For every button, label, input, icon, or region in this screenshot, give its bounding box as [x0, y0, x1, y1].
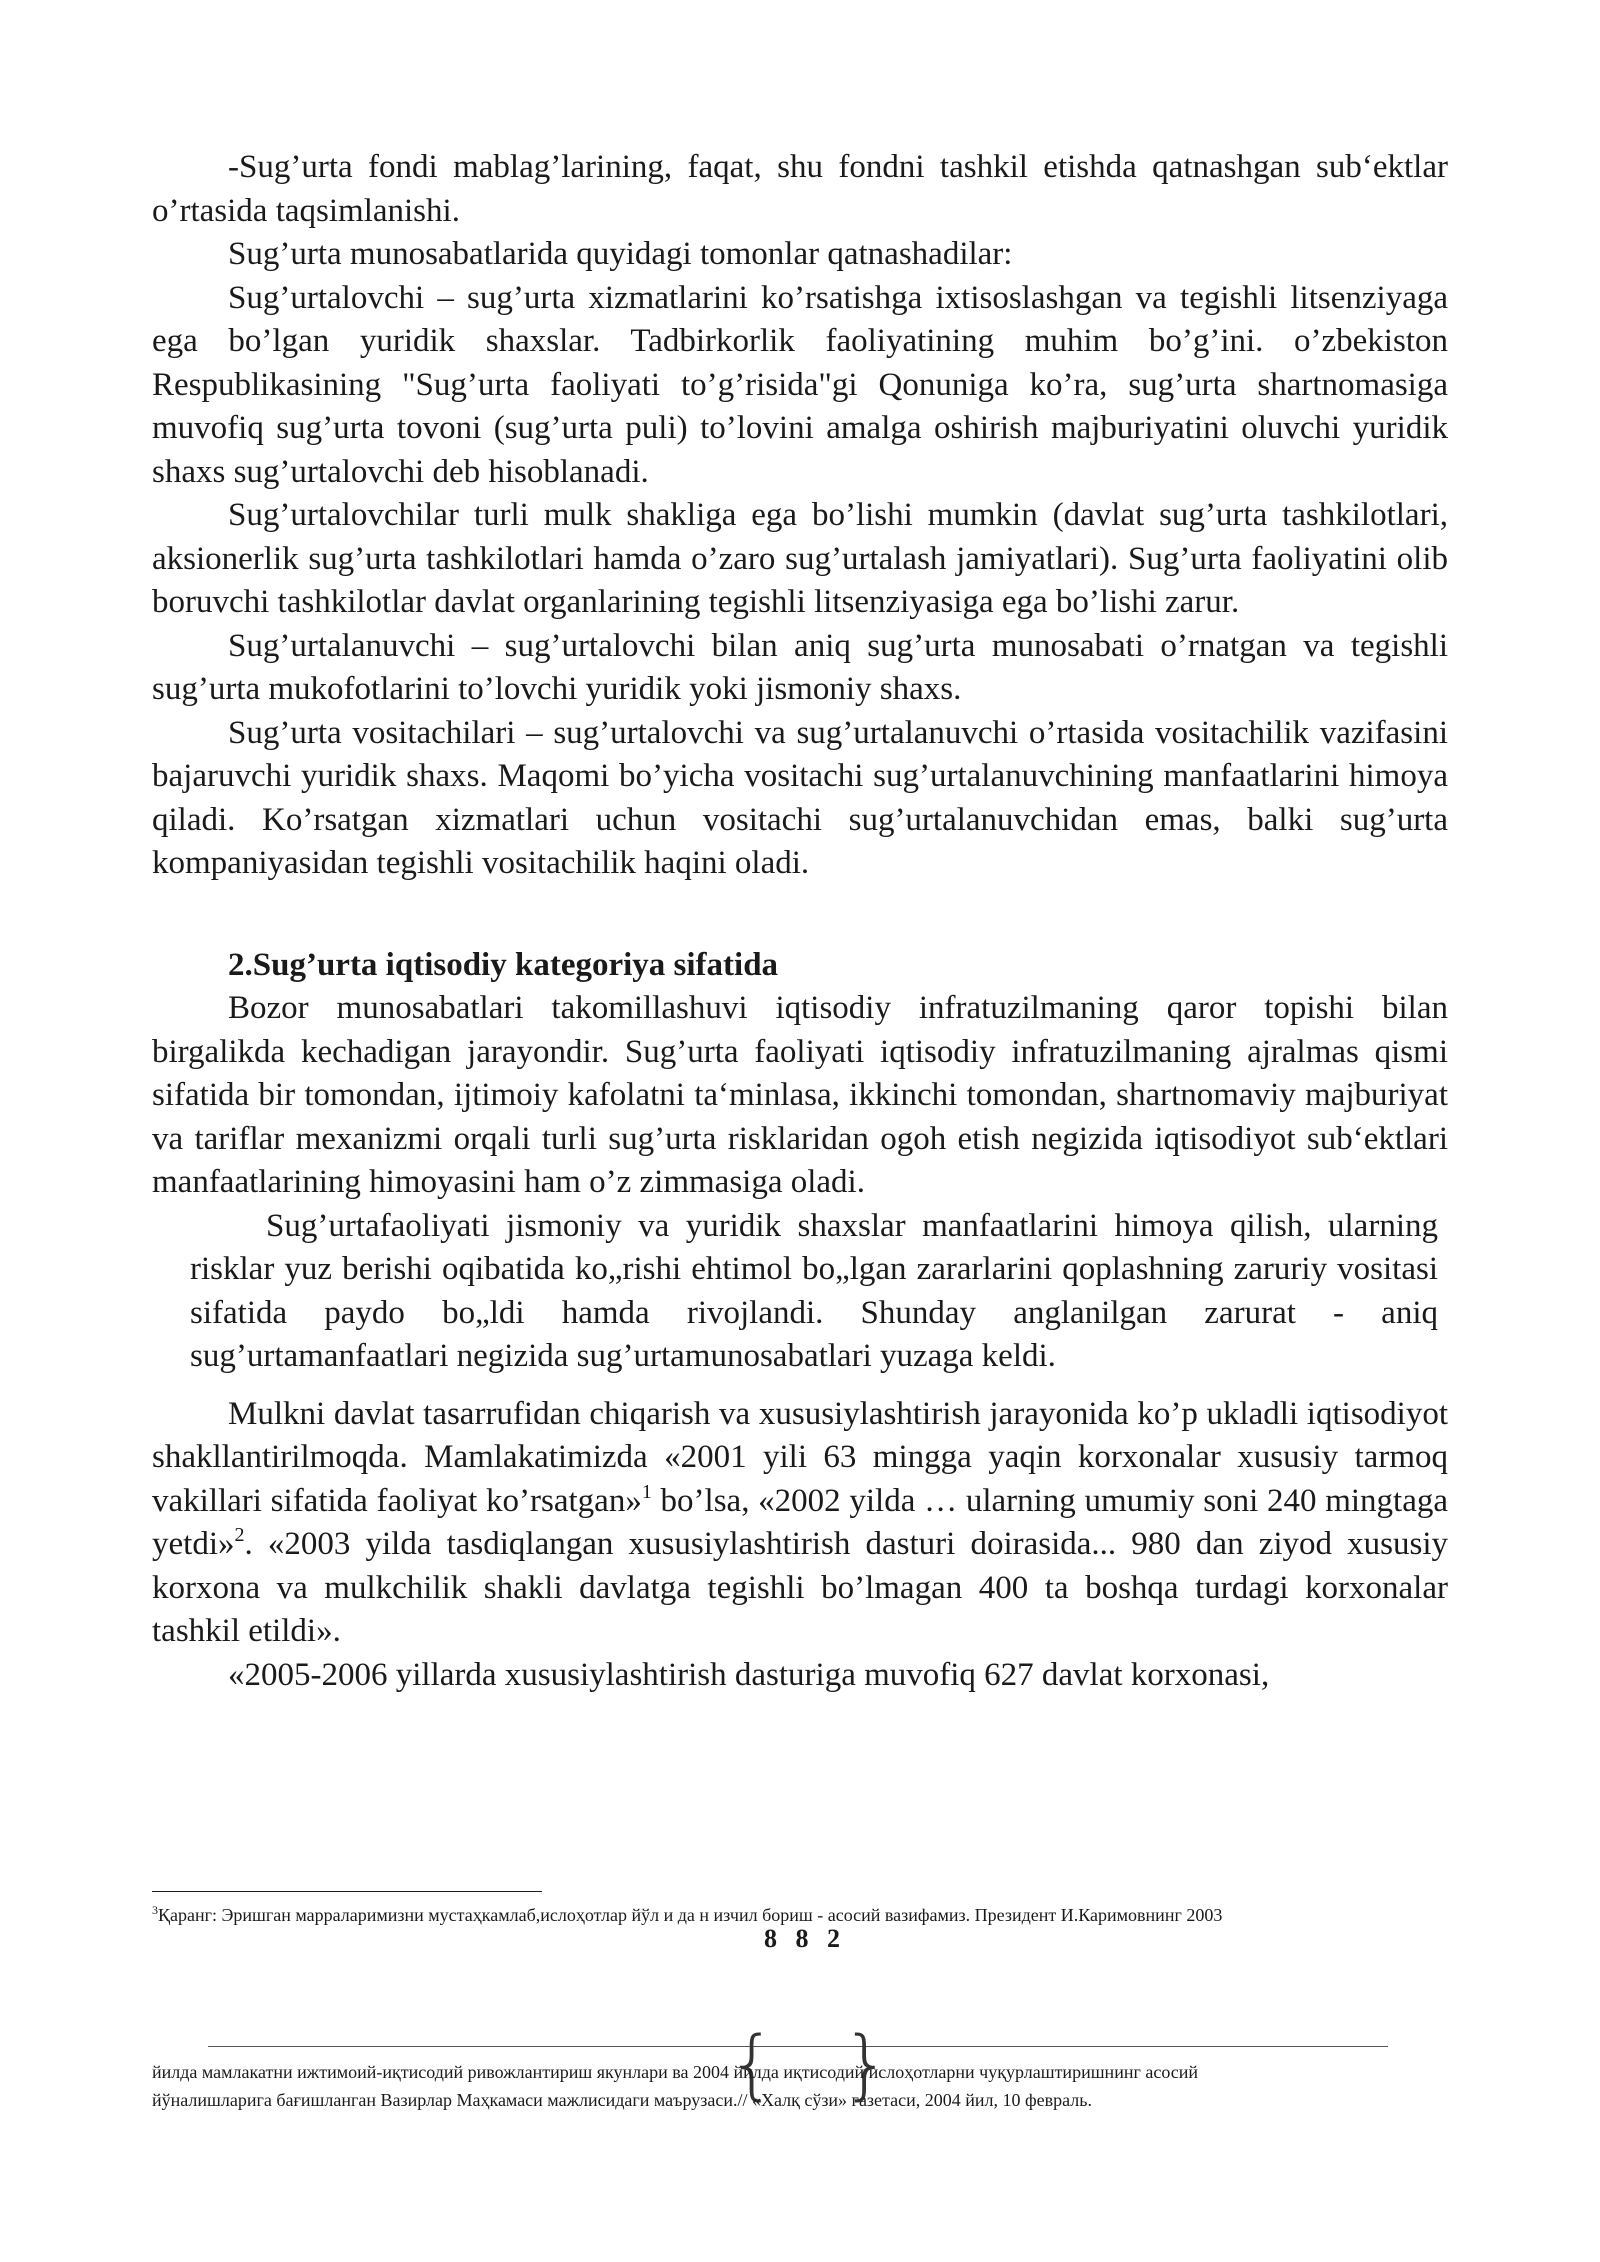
footnote-line-1 [152, 1903, 1552, 1927]
paragraph-insurance-activity: Sug’urtafaoliyati jismoniy va yuridik shaxslar manfaatlarini himoya qilish, ularning risklar yuz berishi oqibatida ko„rishi ehtimol bo„lgan zararlarini qoplashning zaruriy vositasi sifatida paydo bo„ldi hamda rivojlandi. Shunday anglanilgan zarurat - aniq sug’urtamanfaatlari negizida sug’urtamunosabatlari yuzaga keldi. [190, 1207, 1438, 1374]
paragraph-fund-distribution: -Sug’urta fondi mablag’larining, faqat, shu fondni tashkil etishda qatnashgan sub‘ektlar o’rtasida taqsimlanishi. [152, 149, 1448, 229]
paragraph-participants-intro: Sug’urta munosabatlarida quyidagi tomonlar qatnashadilar: [228, 236, 1013, 272]
paragraph-market-relations: Bozor munosabatlari takomillashuvi iqtisodiy infratuzilmaning qaror topishi bilan birgalikda kechadigan jarayondir. Sug’urta faoliyati iqtisodiy infratuzilmaning ajralmas qismi sifatida bir tomondan, ijtimoiy kafolatni ta‘minlasa, ikkinchi tomondan, shartnomaviy majburiyat va tariflar mexanizmi orqali turli sug’urta risklaridan ogoh etish negizida iqtisodiyot sub‘ektlari manfaatlarining himoyasini ham o’z zimmasiga oladi. [152, 990, 1448, 1200]
privatization-text-a: Mulkni davlat tasarrufidan chiqarish va xususiylashtirish jarayonida ko’p ukladli iqtisodiyot shakllantirilmoqda. Mamlakatimizda «2001 yili 63 mingga yaqin korxonalar xususiy tarmoq vakillari sifatida faoliyat ko’rsatgan» [152, 1395, 1448, 1519]
privatization-text-b: bo’lsa, «2002 yilda … ularning umumiy soni 240 mingtaga yetdi» [152, 1482, 1448, 1562]
privatization-text-c: . «2003 yilda tasdiqlangan xususiylashtirish dasturi doirasida... 980 dan ziyod xususiy korxona va mulkchilik shakli davlatga tegishli bo’lmagan 400 ta boshqa turdagi korxonalar tashkil etildi». [152, 1526, 1448, 1649]
footnote-marker: 3 [152, 1903, 158, 1917]
page-number: 8 8 2 [764, 1924, 846, 1953]
paragraph-privatization [152, 1393, 1448, 1654]
footnote-separator [152, 1891, 542, 1892]
paragraph-insurer-forms: Sug’urtalovchilar turli mulk shakliga ega bo’lishi mumkin (davlat sug’urta tashkilotlari, aksionerlik sug’urta tashkilotlari hamda o’zaro sug’urtalash jamiyatlari). Sug’urta faoliyatini olib boruvchi tashkilotlar davlat organlarining tegishli litsenziyasiga ega bo’lishi zarur. [152, 497, 1448, 620]
section-heading: 2.Sug’urta iqtisodiy kategoriya sifatida [228, 946, 779, 983]
paragraph-insured: Sug’urtalanuvchi – sug’urtalovchi bilan aniq sug’urta munosabati o’rnatgan va tegishli sug’urta mukofotlarini to’lovchi yuridik yoki jismoniy shaxs. [152, 627, 1448, 707]
footnote-line-2: йилда мамлакатни ижтимоий-иқтисодий ривожлантириш якунлари ва 2004 йилда иқтисодий ислоҳотларни чуқурлаштиришнинг асосий [152, 2062, 1199, 2082]
footnote-line-3: йўналишларига бағишланган Вазирлар Маҳкамаси мажлисидаги маърузаси.// «Халқ сўзи» газетаси, 2004 йил, 10 февраль. [152, 2090, 1092, 2110]
footnote-ref-2: 2 [234, 1524, 245, 1546]
paragraph-privatization-2005: «2005-2006 yillarda xususiylashtirish dasturiga muvofiq 627 davlat korxonasi, [228, 1656, 1270, 1693]
paragraph-intermediaries: Sug’urta vositachilari – sug’urtalovchi va sug’urtalanuvchi o’rtasida vositachilik vazifasini bajaruvchi yuridik shaxs. Maqomi bo’yicha vositachi sug’urtalanuvchining manfaatlarini himoya qiladi. Ko’rsatgan xizmatlari uchun vositachi sug’urtalanuvchidan emas, balki sug’urta kompaniyasidan tegishli vositachilik haqini oladi. [152, 714, 1448, 881]
left-brace-icon: { [728, 2019, 777, 2108]
footer-rule [208, 2046, 1388, 2047]
footnote-text-1: Қаранг: Эришган марраларимизни мустаҳкамлаб,ислоҳотлар йўл и да н изчил бориш - асосий вазифамиз. Президент И.Каримовнинг 2003 [158, 1905, 1223, 1925]
right-brace-icon: } [842, 2019, 891, 2108]
paragraph-insurer: Sug’urtalovchi – sug’urta xizmatlarini ko’rsatishga ixtisoslashgan va tegishli litsenziyaga ega bo’lgan yuridik shaxslar. Tadbirkorlik faoliyatining muhim bo’g’ini. o’zbekiston Respublikasining "Sug’urta faoliyati to’g’risida"gi Qonuniga ko’ra, sug’urta shartnomasiga muvofiq sug’urta tovoni (sug’urta puli) to’lovini amalga oshirish majburiyatini oluvchi yuridik shaxs sug’urtalovchi deb hisoblanadi. [152, 279, 1448, 490]
paragraph-spacer [152, 1379, 1448, 1393]
body-text [152, 146, 1448, 1697]
footnote-ref-1: 1 [641, 1480, 652, 1503]
